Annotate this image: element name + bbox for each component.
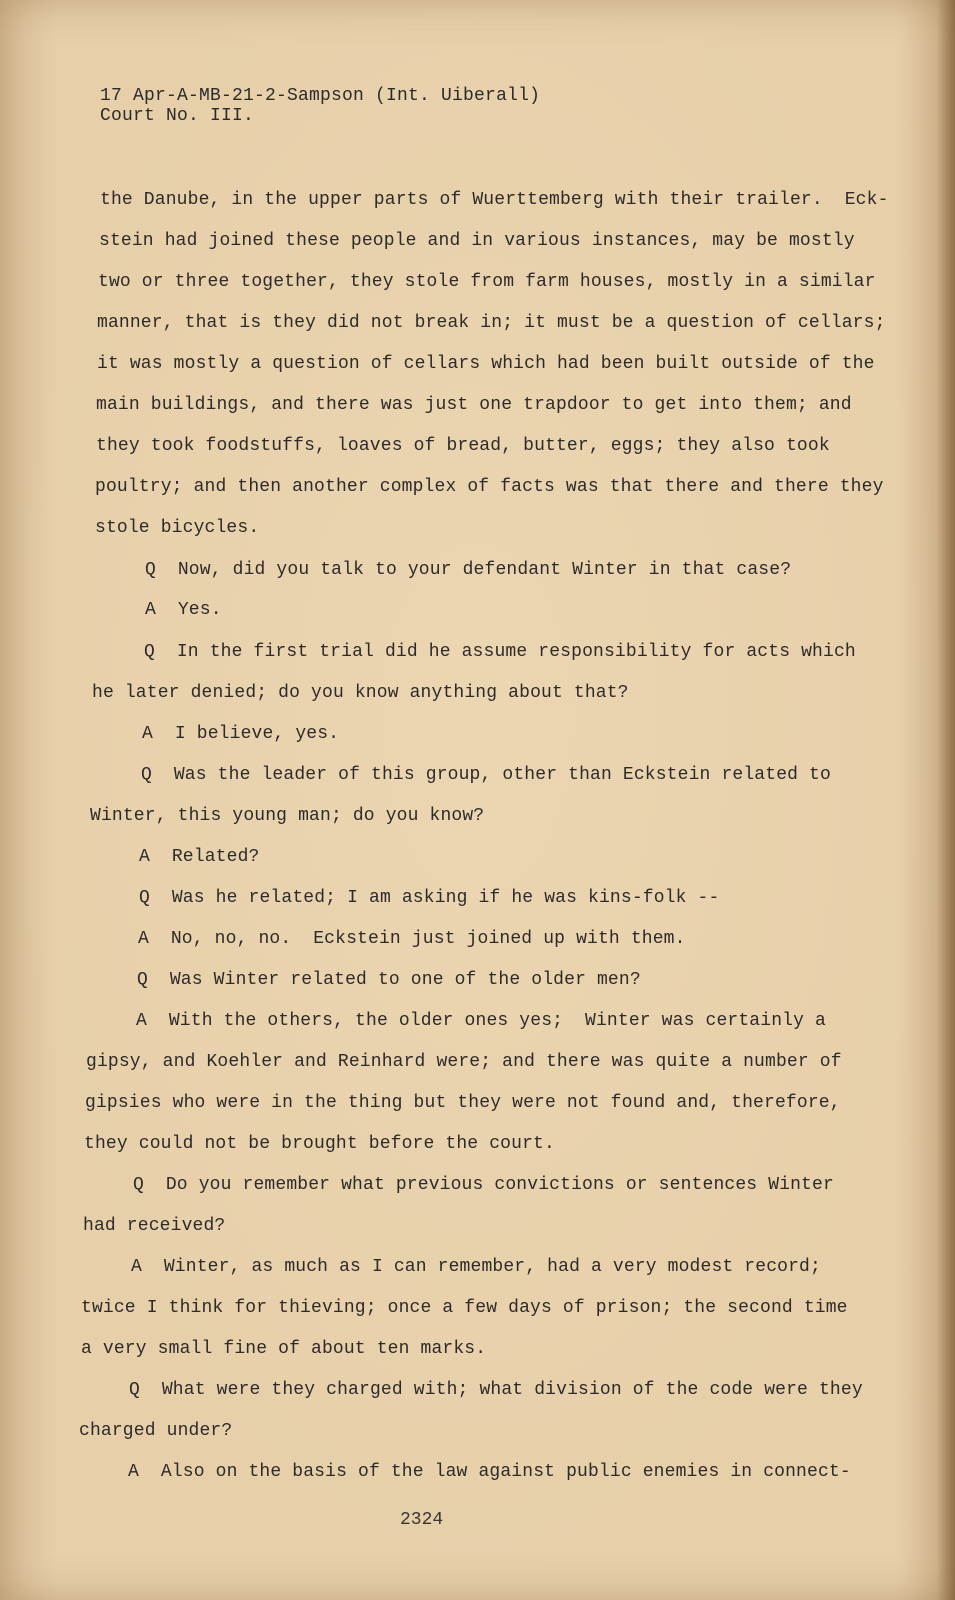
file-reference: 17 Apr-A-MB-21-2-Sampson (Int. Uiberall) [100,86,541,106]
question-line: Q Do you remember what previous convictions or sentences Winter [133,1175,834,1195]
text-line: they took foodstuffs, loaves of bread, butter, eggs; they also took [96,436,830,456]
text-line: it was mostly a question of cellars which had been built outside of the [97,354,875,374]
answer-line: A Winter, as much as I can remember, had a very modest record; [131,1257,821,1277]
question-line: Q Was the leader of this group, other than Eckstein related to [141,765,831,785]
text-line: gipsy, and Koehler and Reinhard were; and there was quite a number of [86,1052,842,1072]
answer-line: A I believe, yes. [142,724,340,744]
page-edge-shadow [937,0,955,1600]
text-line: Winter, this young man; do you know? [90,806,485,826]
text-line: gipsies who were in the thing but they were not found and, therefore, [85,1093,841,1113]
text-line: twice I think for thieving; once a few days of prison; the second time [81,1298,848,1318]
text-line: stein had joined these people and in various instances, may be mostly [99,231,855,251]
question-line: Q Was Winter related to one of the older men? [137,970,641,990]
answer-line: A With the others, the older ones yes; Winter was certainly a [136,1011,826,1031]
court-number: Court No. III. [100,106,255,126]
answer-line: A Related? [139,847,260,867]
text-line: they could not be brought before the court. [84,1134,555,1154]
answer-line: A Yes. [145,600,222,620]
answer-line: A Also on the basis of the law against public enemies in connect- [128,1462,851,1482]
text-line: a very small fine of about ten marks. [81,1339,487,1359]
text-line: two or three together, they stole from farm houses, mostly in a similar [98,272,876,292]
question-line: Q In the first trial did he assume responsibility for acts which [144,642,856,662]
text-line: had received? [83,1216,226,1236]
text-line: stole bicycles. [95,518,260,538]
text-line: he later denied; do you know anything about that? [92,683,629,703]
page-number: 2324 [400,1510,444,1530]
text-line: poultry; and then another complex of facts was that there and there they [95,477,884,497]
question-line: Q Was he related; I am asking if he was kins-folk -- [139,888,720,908]
question-line: Q Now, did you talk to your defendant Winter in that case? [145,560,792,580]
text-line: manner, that is they did not break in; it must be a question of cellars; [97,313,886,333]
text-line: the Danube, in the upper parts of Wuerttemberg with their trailer. Eck- [100,190,889,210]
text-line: main buildings, and there was just one trapdoor to get into them; and [96,395,852,415]
answer-line: A No, no, no. Eckstein just joined up with them. [138,929,686,949]
document-header [100,86,540,126]
question-line: Q What were they charged with; what division of the code were they [129,1380,863,1400]
text-line: charged under? [79,1421,233,1441]
